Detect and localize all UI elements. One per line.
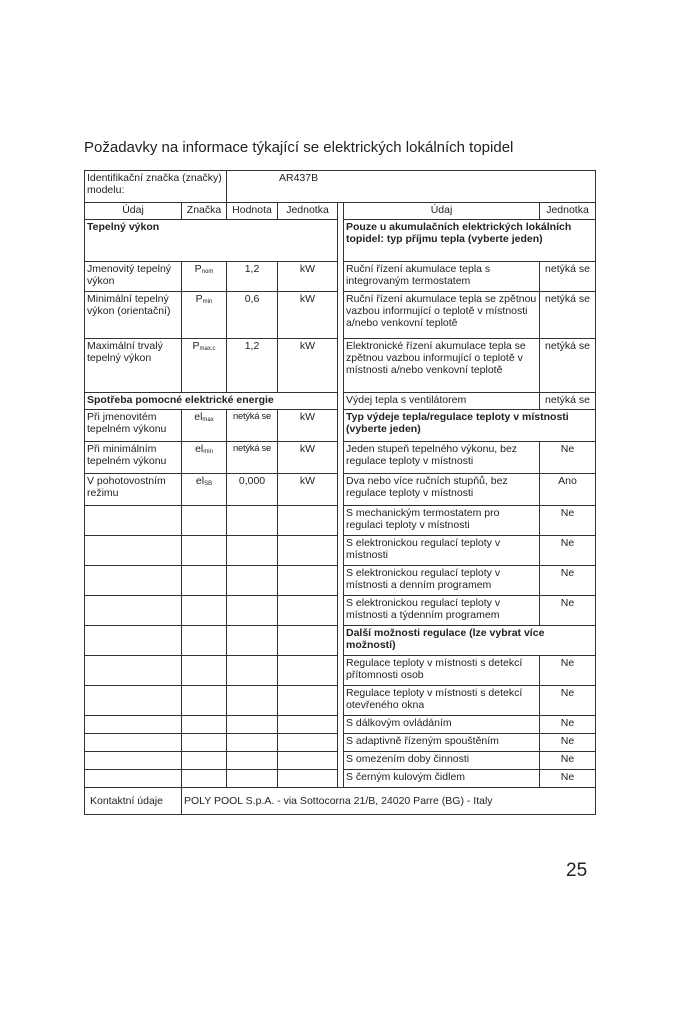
header-jednotka: Jednotka	[278, 203, 338, 220]
aux-standby-symbol: elSB	[182, 474, 227, 506]
minimal-heat-symbol: Pmin	[182, 292, 227, 339]
model-label: Identifikační značka (značky) modelu:	[85, 171, 227, 203]
nominal-heat-label: Jmenovitý tepelný výkon	[85, 262, 182, 292]
header-row	[85, 203, 596, 220]
nominal-heat-unit: kW	[278, 262, 338, 292]
header-znacka: Značka	[182, 203, 227, 220]
control-item-label: S elektronickou regulací teploty v místnosti a denním programem	[344, 566, 540, 596]
table-row	[85, 626, 596, 656]
other-item-label: Regulace teploty v místnosti s detekcí otevřeného okna	[344, 686, 540, 716]
table-row	[85, 506, 596, 536]
control-item-value: Ne	[540, 596, 596, 626]
aux-standby-value: 0,000	[227, 474, 278, 506]
max-cont-heat-unit: kW	[278, 339, 338, 393]
aux-minimal-value: netýká se	[227, 442, 278, 474]
other-item-value: Ne	[540, 716, 596, 734]
nominal-heat-value: 1,2	[227, 262, 278, 292]
table-row	[85, 220, 596, 262]
control-item-label: S elektronickou regulací teploty v místnosti	[344, 536, 540, 566]
table-row	[85, 339, 596, 393]
header-udaj-right: Údaj	[344, 203, 540, 220]
contact-value: POLY POOL S.p.A. - via Sottocorna 21/B, 24020 Parre (BG) - Italy	[182, 788, 596, 815]
page-number: 25	[566, 860, 588, 881]
other-section-heading: Další možnosti regulace (lze vybrat více možností)	[344, 626, 596, 656]
aux-nominal-unit: kW	[278, 410, 338, 442]
control-item-label: S mechanickým termostatem pro regulaci teploty v místnosti	[344, 506, 540, 536]
page-title: Požadavky na informace týkající se elektrických lokálních topidel	[84, 139, 514, 156]
control-item-label: Dva nebo více ručních stupňů, bez regulace teploty v místnosti	[344, 474, 540, 506]
table-row	[85, 410, 596, 442]
aux-section-heading: Spotřeba pomocné elektrické energie	[85, 393, 338, 410]
storage-item-label: Ruční řízení akumulace tepla se zpětnou vazbou informující o teplotě v místnosti a/nebo venkovní teplotě	[344, 292, 540, 339]
control-item-value: Ne	[540, 566, 596, 596]
aux-nominal-label: Při jmenovitém tepelném výkonu	[85, 410, 182, 442]
table-row	[85, 393, 596, 410]
minimal-heat-label: Minimální tepelný výkon (orientační)	[85, 292, 182, 339]
storage-item-label: Ruční řízení akumulace tepla s integrovaným termostatem	[344, 262, 540, 292]
model-value: AR437B	[227, 171, 596, 203]
aux-standby-unit: kW	[278, 474, 338, 506]
table-row	[85, 770, 596, 788]
minimal-heat-unit: kW	[278, 292, 338, 339]
table-row	[85, 716, 596, 734]
aux-standby-label: V pohotovostním režimu	[85, 474, 182, 506]
aux-minimal-unit: kW	[278, 442, 338, 474]
other-item-label: S omezením doby činnosti	[344, 752, 540, 770]
other-item-value: Ne	[540, 752, 596, 770]
energy-info-table	[84, 170, 596, 815]
header-udaj: Údaj	[85, 203, 182, 220]
storage-item-label: Výdej tepla s ventilátorem	[344, 393, 540, 410]
control-section-heading: Typ výdeje tepla/regulace teploty v místnosti (vyberte jeden)	[344, 410, 596, 442]
control-item-label: S elektronickou regulací teploty v místnosti a týdenním programem	[344, 596, 540, 626]
aux-nominal-value: netýká se	[227, 410, 278, 442]
aux-minimal-symbol: elmin	[182, 442, 227, 474]
other-item-value: Ne	[540, 686, 596, 716]
contact-label: Kontaktní údaje	[85, 788, 182, 815]
storage-item-value: netýká se	[540, 393, 596, 410]
max-cont-heat-label: Maximální trvalý tepelný výkon	[85, 339, 182, 393]
storage-item-value: netýká se	[540, 339, 596, 393]
other-item-label: Regulace teploty v místnosti s detekcí přítomnosti osob	[344, 656, 540, 686]
table-row	[85, 474, 596, 506]
storage-item-value: netýká se	[540, 262, 596, 292]
table-row	[85, 292, 596, 339]
nominal-heat-symbol: Pnom	[182, 262, 227, 292]
storage-item-value: netýká se	[540, 292, 596, 339]
other-item-value: Ne	[540, 734, 596, 752]
model-row	[85, 171, 596, 203]
control-item-label: Jeden stupeň tepelného výkonu, bez regulace teploty v místnosti	[344, 442, 540, 474]
table-row	[85, 536, 596, 566]
header-hodnota: Hodnota	[227, 203, 278, 220]
other-item-value: Ne	[540, 770, 596, 788]
table-row	[85, 752, 596, 770]
other-item-label: S adaptivně řízeným spouštěním	[344, 734, 540, 752]
storage-section-heading: Pouze u akumulačních elektrických lokálních topidel: typ příjmu tepla (vyberte jeden)	[344, 220, 596, 262]
table-row	[85, 686, 596, 716]
minimal-heat-value: 0,6	[227, 292, 278, 339]
table-row	[85, 734, 596, 752]
table-row	[85, 656, 596, 686]
aux-minimal-label: Při minimálním tepelném výkonu	[85, 442, 182, 474]
heat-section-heading: Tepelný výkon	[85, 220, 338, 262]
table-row	[85, 262, 596, 292]
max-cont-heat-symbol: Pmax,c	[182, 339, 227, 393]
other-item-label: S dálkovým ovládáním	[344, 716, 540, 734]
max-cont-heat-value: 1,2	[227, 339, 278, 393]
table-row	[85, 566, 596, 596]
storage-item-label: Elektronické řízení akumulace tepla se zpětnou vazbou informující o teplotě v místnosti a/nebo venkovní teplotě	[344, 339, 540, 393]
header-jednotka-right: Jednotka	[540, 203, 596, 220]
other-item-label: S černým kulovým čidlem	[344, 770, 540, 788]
control-item-value: Ano	[540, 474, 596, 506]
control-item-value: Ne	[540, 536, 596, 566]
control-item-value: Ne	[540, 506, 596, 536]
table-row	[85, 442, 596, 474]
table-row	[85, 596, 596, 626]
contact-row	[85, 788, 596, 815]
other-item-value: Ne	[540, 656, 596, 686]
control-item-value: Ne	[540, 442, 596, 474]
aux-nominal-symbol: elmax	[182, 410, 227, 442]
